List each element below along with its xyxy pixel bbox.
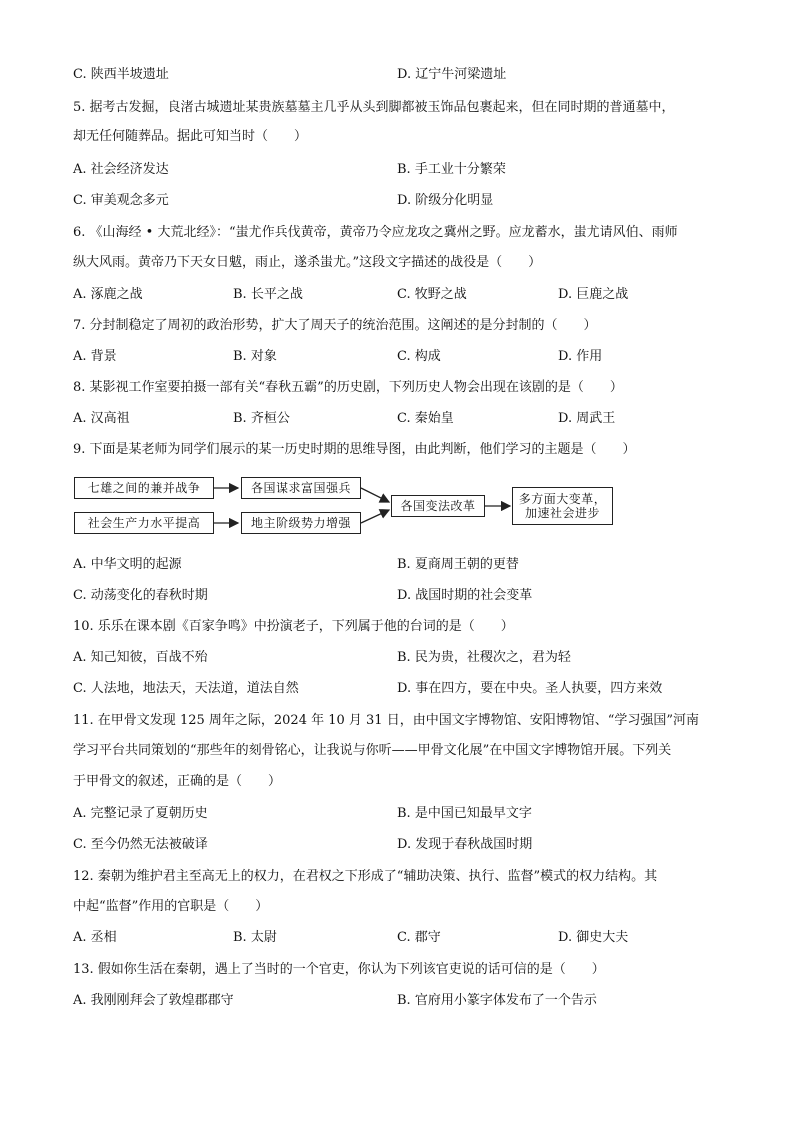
q12-stem-line2: 中起“监督”作用的官职是（ ） bbox=[73, 899, 269, 914]
q11-option-c: C. 至今仍然无法被破译 bbox=[73, 837, 208, 852]
q10-option-c: C. 人法地，地法天，天法道，道法自然 bbox=[73, 681, 299, 696]
q6-option-a: A. 涿鹿之战 bbox=[73, 287, 143, 302]
arrow-3-to-5 bbox=[361, 488, 389, 502]
q9-stem-line1: 9. 下面是某老师为同学们展示的某一历史时期的思维导图，由此判断，他们学习的主题是（ ） bbox=[73, 442, 636, 457]
q6-option-c: C. 牧野之战 bbox=[397, 287, 467, 302]
q11-stem-line2: 学习平台共同策划的“那些年的刻骨铭心，让我说与你听——甲骨文化展”在中国文字博物馆开展。下列关 bbox=[73, 743, 672, 758]
q8-option-d: D. 周武王 bbox=[558, 411, 616, 426]
q8-stem-line1: 8. 某影视工作室要拍摄一部有关“春秋五霸”的历史剧，下列历史人物会出现在该剧的是（ ） bbox=[73, 380, 623, 395]
q9-option-a: A. 中华文明的起源 bbox=[73, 557, 182, 572]
q9-option-b: B. 夏商周王朝的更替 bbox=[397, 557, 519, 572]
q11-stem-line3: 于甲骨文的叙述，正确的是（ ） bbox=[73, 774, 282, 789]
box-seek-prosperity: 各国谋求富国强兵 bbox=[241, 477, 361, 499]
q8-option-c: C. 秦始皇 bbox=[397, 411, 454, 426]
q13-stem-line1: 13. 假如你生活在秦朝，遇上了当时的一个官吏，你认为下列该官吏说的话可信的是（ ） bbox=[73, 962, 605, 977]
q9-option-c: C. 动荡变化的春秋时期 bbox=[73, 588, 208, 603]
q13-option-b: B. 官府用小篆字体发布了一个告示 bbox=[397, 993, 597, 1008]
q12-option-a: A. 丞相 bbox=[73, 930, 117, 945]
q10-option-b: B. 民为贵，社稷次之，君为轻 bbox=[397, 650, 571, 665]
q4-option-d: D. 辽宁牛河梁遗址 bbox=[397, 67, 507, 82]
q6-stem-line1: 6. 《山海经 • 大荒北经》：“蚩尤作兵伐黄帝，黄帝乃令应龙攻之冀州之野。应龙蓄水，蚩尤请风伯、雨师 bbox=[73, 225, 678, 240]
q4-option-c: C. 陕西半坡遗址 bbox=[73, 67, 169, 82]
q13-option-a: A. 我刚刚拜会了敦煌郡郡守 bbox=[73, 993, 234, 1008]
q12-option-d: D. 御史大夫 bbox=[558, 930, 629, 945]
q5-stem-line1: 5. 据考古发掘，良渚古城遗址某贵族墓墓主几乎从头到脚都被玉饰品包裹起来，但在同时期的普通墓中， bbox=[73, 100, 675, 115]
q12-stem-line1: 12. 秦朝为维护君主至高无上的权力，在君权之下形成了“辅助决策、执行、监督”模式的权力结构。其 bbox=[73, 869, 658, 884]
q11-option-b: B. 是中国已知最早文字 bbox=[397, 806, 532, 821]
q5-option-b: B. 手工业十分繁荣 bbox=[397, 162, 506, 177]
q5-stem-line2: 却无任何随葬品。据此可知当时（ ） bbox=[73, 129, 308, 144]
arrow-4-to-5 bbox=[361, 510, 389, 523]
box-state-reforms: 各国变法改革 bbox=[391, 495, 485, 517]
q7-option-c: C. 构成 bbox=[397, 349, 441, 364]
q10-option-a: A. 知己知彼，百战不殆 bbox=[73, 650, 208, 665]
box-annexation-wars: 七雄之间的兼并战争 bbox=[74, 477, 214, 499]
q6-option-d: D. 巨鹿之战 bbox=[558, 287, 629, 302]
q5-option-c: C. 审美观念多元 bbox=[73, 193, 169, 208]
box-landlord-power: 地主阶级势力增强 bbox=[241, 512, 361, 534]
q6-stem-line2: 纵大风雨。黄帝乃下天女日魃，雨止，遂杀蚩尤。”这段文字描述的战役是（ ） bbox=[73, 255, 542, 270]
q11-option-a: A. 完整记录了夏朝历史 bbox=[73, 806, 208, 821]
q7-option-d: D. 作用 bbox=[558, 349, 603, 364]
q8-option-a: A. 汉高祖 bbox=[73, 411, 130, 426]
box-productivity-rises: 社会生产力水平提高 bbox=[74, 512, 214, 534]
q10-option-d: D. 事在四方，要在中央。圣人执要，四方来效 bbox=[397, 681, 663, 696]
q6-option-b: B. 长平之战 bbox=[233, 287, 303, 302]
q11-stem-line1: 11. 在甲骨文发现 125 周年之际，2024 年 10 月 31 日，由中国文字博物馆、安阳博物馆、“学习强国”河南 bbox=[73, 713, 700, 728]
q5-option-d: D. 阶级分化明显 bbox=[397, 193, 494, 208]
q10-stem-line1: 10. 乐乐在课本剧《百家争鸣》中扮演老子，下列属于他的台词的是（ ） bbox=[73, 619, 514, 634]
q5-option-a: A. 社会经济发达 bbox=[73, 162, 169, 177]
q11-option-d: D. 发现于春秋战国时期 bbox=[397, 837, 533, 852]
box-great-change-line2: 加速社会进步 bbox=[524, 506, 600, 520]
q9-option-d: D. 战国时期的社会变革 bbox=[397, 588, 533, 603]
q12-option-b: B. 太尉 bbox=[233, 930, 277, 945]
q12-option-c: C. 郡守 bbox=[397, 930, 441, 945]
box-great-change-line1: 多方面大变革， bbox=[518, 492, 607, 506]
q7-stem-line1: 7. 分封制稳定了周初的政治形势，扩大了周天子的统治范围。这阐述的是分封制的（ ） bbox=[73, 318, 597, 333]
box-great-change bbox=[512, 487, 613, 525]
q8-option-b: B. 齐桓公 bbox=[233, 411, 290, 426]
q7-option-a: A. 背景 bbox=[73, 349, 117, 364]
q7-option-b: B. 对象 bbox=[233, 349, 277, 364]
